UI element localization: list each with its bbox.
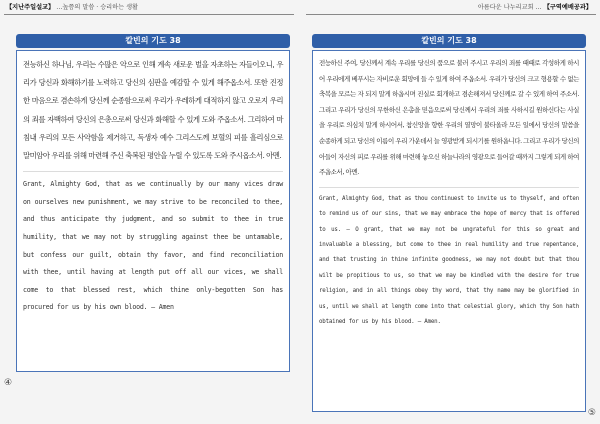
left-english-prayer: Grant, Almighty God, that as we continually by our many vices draw on ourselves new punishment, we may strive to be reconciled to thee, and thus anticipate thy judgment, and so submit to thee in true humility, that we may not by struggling against thee be untamable, but confess our guilt, obtain thy favor, and find reconciliation with thee, until having at length put off all our vices, we shall come to that blessed rest, which thine only-begotten Son has procured for us by his own blood. — Amen bbox=[23, 180, 283, 312]
right-prayer-box bbox=[312, 50, 586, 412]
right-page-number: ⑤ bbox=[587, 408, 596, 418]
right-divider bbox=[319, 187, 579, 188]
left-divider bbox=[23, 171, 283, 172]
right-header-rule bbox=[306, 14, 596, 15]
right-page bbox=[306, 0, 596, 424]
left-korean-prayer: 전능하신 하나님, 우리는 수많은 악으로 인해 계속 새로운 벌을 자초하는 자들이오니, 우리가 당신과 화해하기를 노력하고 당신의 심판을 예감할 수 있게 해주옵소서. 또한 진정한 마음으로 겸손하게 당신께 순종함으로써 우리가 우레하게 대적하지 않고 오로지 우리의 죄를 자백하여 당신의 은총으로써 당신과 화해할 수 있게 도와 주옵소서. 그리하여 마침내 우리의 모든 사악함을 제거하고, 독생자 예수 그리스도께 보혈의 피를 흘리심으로 말미암아 우리를 위해 마련해 주신 축복된 평안을 누릴 수 있도록 도와 주시옵소서. 아멘. bbox=[23, 60, 283, 161]
right-header bbox=[308, 2, 594, 13]
left-header-tag: 【지난주일설교】 bbox=[6, 4, 55, 11]
left-header-rule bbox=[4, 14, 294, 15]
left-page bbox=[4, 0, 294, 424]
left-header bbox=[6, 2, 292, 13]
right-header-tag: 【구역예배공과】 bbox=[543, 4, 592, 11]
right-korean-prayer: 전능하신 주여, 당신께서 계속 우리를 당신의 품으로 불러 주시고 우리의 죄를 때때로 각성하게 하시어 우리에게 베푸시는 자비로운 회망에 들 수 있게 하여 주옵소서. 우리가 당신의 크고 형용할 수 없는 축복을 모르는 자 되지 말게 하옵시며 진실로 회개하고 겸손해져서 당신께로 갈 수 있게 하여 주소서. 그리고 우리가 당신의 무한하신 은총을 믿음으로써 당신께서 우리의 죄를 사하시길 원하신다는 사실을 우리로 의심치 말게 하시어서, 참신앙을 향한 우리의 열망이 불타올라 모든 일에서 당신의 말씀을 순종하게 되고 당신의 이름이 우리 가운데서 늘 영광받게 되시기를 원하옵니다. 그리고 우리가 당신의 아들이 자신의 피로 우리를 위해 마련해 놓으신 하늘나라의 영광으로 들어갈 때까지 그렇게 되게 하여 주옵소서, 아멘. bbox=[319, 59, 579, 177]
right-header-subtitle: 아름다운 나누리교회 … bbox=[477, 4, 542, 11]
right-title-bar: 칼빈의 기도 38 bbox=[312, 34, 586, 48]
right-english-prayer: Grant, Almighty God, that as thou continuest to invite us to thyself, and often to remind us of our sins, that we may embrace the hope of mercy that is offered to us. — O grant, that we may not be ungrateful for this so great and invaluable a blessing, but come to thee in real humility and true repentance, and that trusting in thine infinite goodness, we may not doubt but that thou wilt be propitious to us, so that we may be kindled with the desire for true religion, and in all things obey thy word, that thy name may be glorified in us, until we shall at length come into that celestial glory, which thy Son hath obtained for us by his blood. — Amen. bbox=[319, 195, 579, 325]
left-header-subtitle: …높쯤의 말씀 · 승리하는 생활 bbox=[56, 4, 139, 11]
left-prayer-box bbox=[16, 50, 290, 372]
left-page-number: ④ bbox=[4, 378, 13, 388]
left-title-bar: 칼빈의 기도 38 bbox=[16, 34, 290, 48]
